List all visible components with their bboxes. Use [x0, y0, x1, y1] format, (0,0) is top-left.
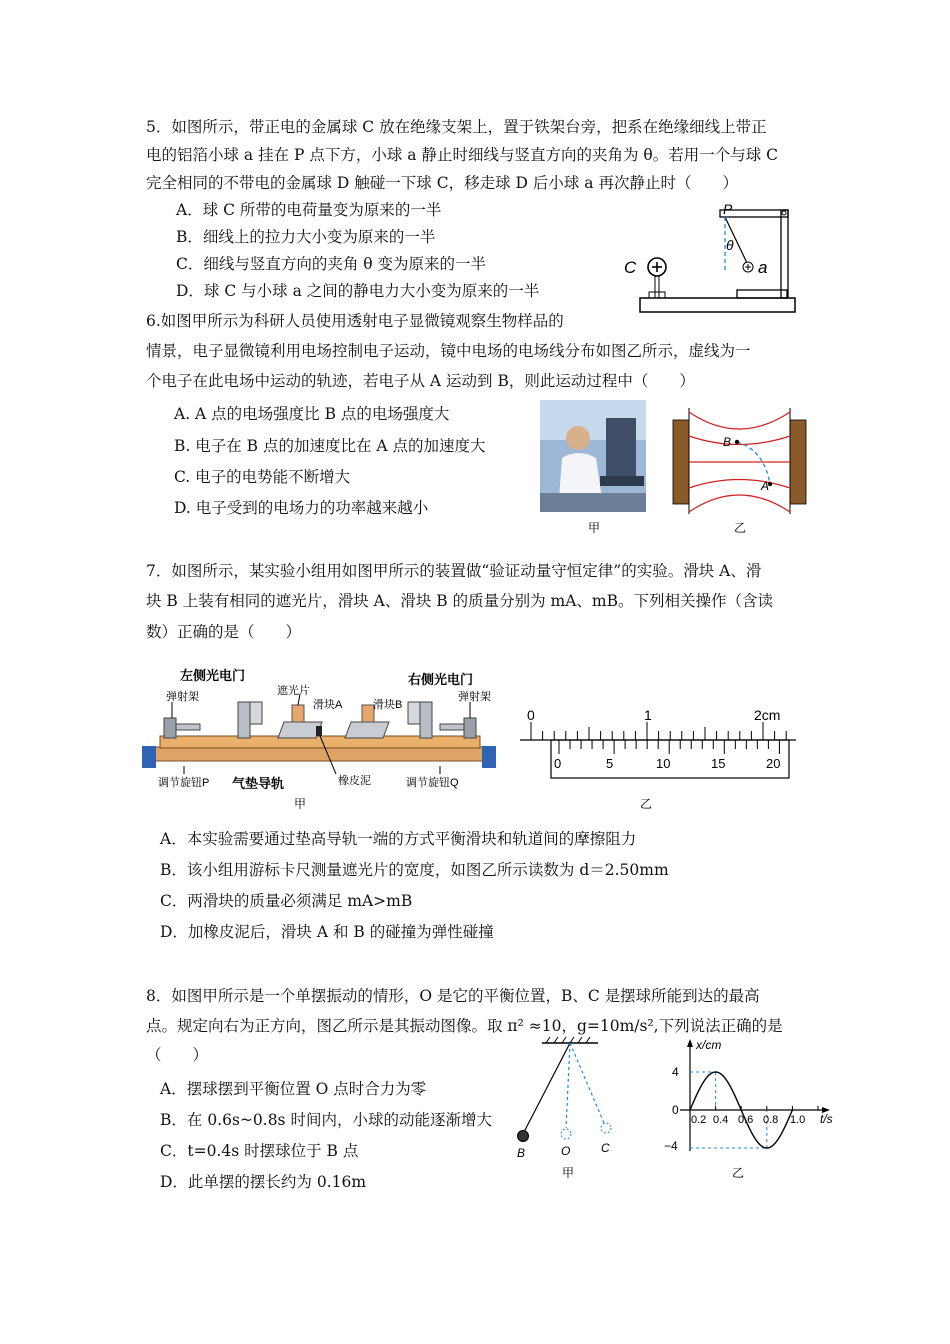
q6-option-c[interactable]: C. 电子的电势能不断增大: [174, 468, 351, 486]
q8-pendulum-figure: [500, 1035, 630, 1180]
vernier-label-15: 15: [711, 756, 726, 771]
q7-putty-label: 橡皮泥: [338, 775, 371, 787]
q8-option-d[interactable]: D．此单摆的摆长约为 0.16m: [160, 1173, 367, 1191]
q8-option-a[interactable]: A．摆球摆到平衡位置 O 点时合力为零: [160, 1080, 427, 1098]
q7-right-gate-label: 右侧光电门: [408, 672, 474, 687]
main-scale-label-0: 0: [527, 707, 535, 723]
x-tick-0.4: 0.4: [713, 1114, 729, 1126]
x-axis-label: t/s: [820, 1112, 833, 1126]
q8-option-c[interactable]: C．t=0.4s 时摆球位于 B 点: [160, 1142, 359, 1160]
q6-stem-line2: 情景，电子显微镜利用电场控制电子运动，镜中电场的电场线分布如图乙所示，虚线为一: [146, 342, 751, 360]
q5-option-c[interactable]: C．细线与竖直方向的夹角 θ 变为原来的一半: [176, 255, 487, 273]
q8-label-o: O: [561, 1144, 571, 1158]
y-tick-4: 4: [672, 1065, 679, 1079]
q5-label-theta: θ: [726, 237, 734, 253]
q7-stem-line1: 7．如图所示，某实验小组用如图甲所示的装置做“验证动量守恒定律”的实验。滑块 A、滑: [146, 562, 762, 580]
q5-label-a: a: [758, 258, 768, 277]
q7-knob-q-label: 调节旋钮Q: [406, 777, 459, 789]
q6-stem-line1: 6.如图甲所示为科研人员使用透射电子显微镜观察生物样品的: [146, 312, 564, 330]
q8-label-c: C: [601, 1141, 610, 1155]
q8-stem-line3: （ ）: [146, 1046, 209, 1064]
q7-figure: [140, 662, 810, 814]
q7-launcher-left-label: 弹射架: [166, 691, 199, 703]
q8-stem-line2: 点。规定向右为正方向，图乙所示是其振动图像。取 π² ≈10，g=10m/s²,下列说法正确的是: [146, 1017, 783, 1035]
q7-left-gate-label: 左侧光电门: [180, 668, 246, 683]
q7-slider-b-label: 滑块B: [373, 699, 403, 711]
main-scale-label-2: 2cm: [754, 707, 781, 723]
q7-option-c[interactable]: C．两滑块的质量必须满足 mA>mB: [160, 892, 413, 910]
q5-label-c: C: [624, 258, 637, 277]
q5-stem-line3: 完全相同的不带电的金属球 D 触碰一下球 C，移走球 D 后小球 a 再次静止时（ ）: [146, 174, 738, 192]
q6-caption-right: 乙: [734, 521, 747, 535]
q5-stem-line2: 电的铝箔小球 a 挂在 P 点下方，小球 a 静止时细线与竖直方向的夹角为 θ。若用一个与球 C: [146, 146, 779, 164]
x-tick-0.8: 0.8: [763, 1114, 779, 1126]
vernier-caliper: [520, 707, 796, 778]
q7-stem-line3: 数）正确的是（ ）: [146, 623, 302, 641]
q7-knob-p-label: 调节旋钮P: [158, 777, 210, 789]
q6-label-a: A: [761, 479, 770, 493]
q7-option-a[interactable]: A．本实验需要通过垫高导轨一端的方式平衡滑块和轨道间的摩擦阻力: [160, 830, 637, 848]
q8-label-b: B: [517, 1146, 526, 1160]
vernier-label-0: 0: [554, 756, 562, 771]
q7-slider-a-label: 滑块A: [313, 699, 343, 711]
q5-figure: [615, 200, 805, 322]
q7-option-b[interactable]: B．该小组用游标卡尺测量遮光片的宽度，如图乙所示读数为 d＝2.50mm: [160, 861, 669, 879]
q8-caption-left: 甲: [562, 1166, 575, 1180]
vernier-label-20: 20: [766, 756, 781, 771]
q7-launcher-right-label: 弹射架: [458, 691, 491, 703]
q6-option-d[interactable]: D. 电子受到的电场力的功率越来越小: [174, 499, 429, 517]
q7-track-label: 气垫导轨: [232, 776, 285, 791]
q6-caption-left: 甲: [588, 521, 601, 535]
q5-label-p: P: [723, 201, 733, 217]
q7-shade-label: 遮光片: [277, 685, 310, 697]
q8-option-b[interactable]: B．在 0.6s~0.8s 时间内，小球的动能逐渐增大: [160, 1111, 492, 1129]
y-tick-neg4: −4: [664, 1139, 678, 1153]
q6-figure: [538, 398, 808, 538]
q7-caption-left: 甲: [294, 797, 307, 811]
q8-vibration-chart: [650, 1035, 850, 1180]
q7-caption-right: 乙: [640, 797, 653, 811]
q6-option-b[interactable]: B. 电子在 B 点的加速度比在 A 点的加速度大: [174, 437, 486, 455]
q5-stem-line1: 5．如图所示，带正电的金属球 C 放在绝缘支架上，置于铁架台旁，把系在绝缘细线上带正: [146, 118, 767, 136]
main-scale-label-1: 1: [644, 707, 652, 723]
q6-label-b: B: [723, 435, 732, 449]
y-tick-0: 0: [672, 1103, 679, 1117]
q5-option-d[interactable]: D．球 C 与小球 a 之间的静电力大小变为原来的一半: [176, 282, 540, 300]
x-tick-0.6: 0.6: [738, 1114, 754, 1126]
q7-stem-line2: 块 B 上装有相同的遮光片，滑块 A、滑块 B 的质量分别为 mA、mB。下列相关操作（含读: [146, 592, 774, 610]
q5-option-a[interactable]: A．球 C 所带的电荷量变为原来的一半: [176, 201, 442, 219]
y-axis-label: x/cm: [696, 1038, 722, 1052]
vernier-label-10: 10: [656, 756, 671, 771]
q5-option-b[interactable]: B．细线上的拉力大小变为原来的一半: [176, 228, 436, 246]
q8-caption-right: 乙: [732, 1166, 745, 1180]
x-tick-0.2: 0.2: [691, 1114, 707, 1126]
x-tick-1.0: 1.0: [790, 1114, 806, 1126]
q8-stem-line1: 8．如图甲所示是一个单摆振动的情形，O 是它的平衡位置，B、C 是摆球所能到达的最高: [146, 987, 760, 1005]
vernier-label-5: 5: [606, 756, 614, 771]
q7-option-d[interactable]: D．加橡皮泥后，滑块 A 和 B 的碰撞为弹性碰撞: [160, 923, 494, 941]
q6-stem-line3: 个电子在此电场中运动的轨迹，若电子从 A 运动到 B，则此运动过程中（ ）: [146, 372, 695, 390]
q6-option-a[interactable]: A. A 点的电场强度比 B 点的电场强度大: [174, 405, 450, 423]
